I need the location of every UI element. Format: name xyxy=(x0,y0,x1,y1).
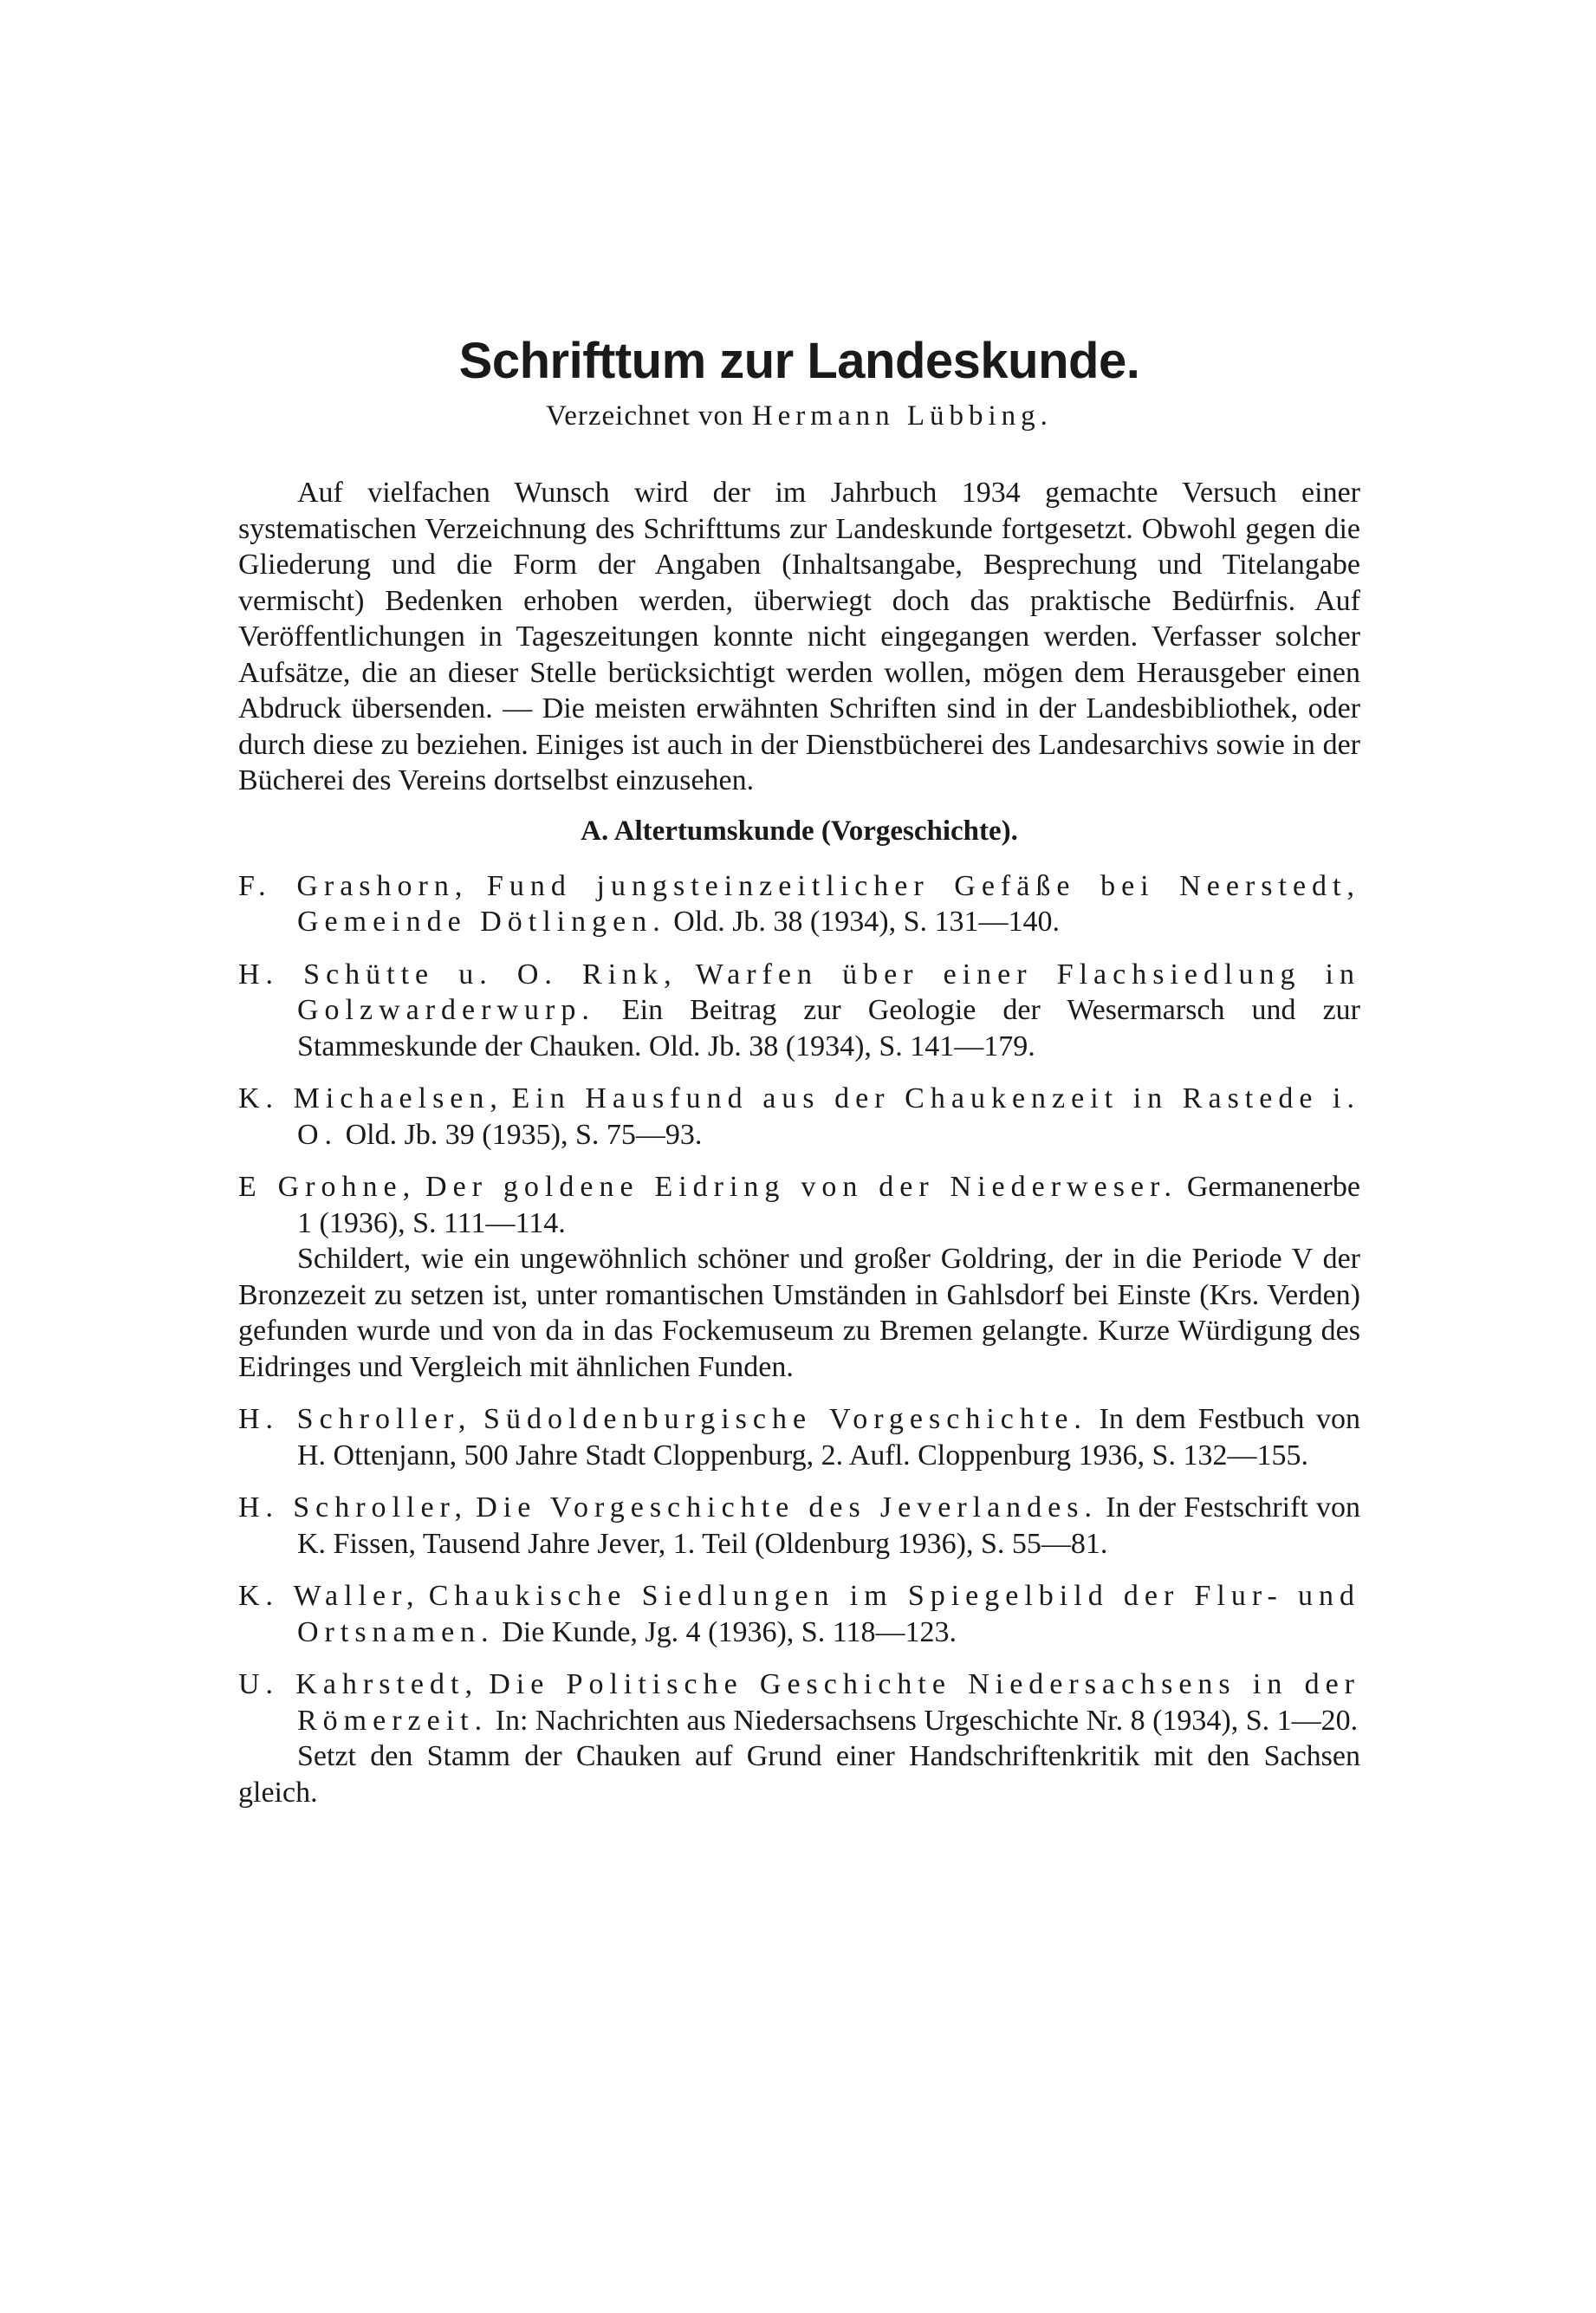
entry-author: E Grohne, xyxy=(238,1171,417,1203)
document-page xyxy=(238,329,1360,1827)
entry-citation xyxy=(238,1081,1360,1153)
byline-author: Hermann Lübbing. xyxy=(751,400,1053,432)
section-heading: A. Altertumskunde (Vorgeschichte). xyxy=(581,815,1018,847)
entry-author: K. Michaelsen, xyxy=(238,1082,503,1114)
entry-citation xyxy=(238,1667,1360,1738)
entry-citation xyxy=(238,1169,1360,1241)
entry-work-title: Fund jungsteinzeitlicher Gefäße bei Neerstedt, Gemeinde Dötlingen. xyxy=(297,869,1361,938)
entry-author: F. Grashorn, xyxy=(238,869,469,902)
bibliography-entry xyxy=(238,1578,1360,1650)
entry-details: Old. Jb. 38 (1934), S. 131—140. xyxy=(673,906,1060,938)
entry-author: K. Waller, xyxy=(238,1580,420,1612)
bibliography-entry xyxy=(238,868,1360,940)
entry-work-title: Die Politische Geschichte Niedersachsens in der Römerzeit. xyxy=(297,1668,1360,1737)
bibliography-entry xyxy=(238,957,1360,1065)
entry-details: In der Festschrift von K. Fissen, Tausend Jahre Jever, 1. Teil (Oldenburg 1936), S. 55—81. xyxy=(297,1491,1361,1560)
bibliography-entry xyxy=(238,1169,1360,1385)
entry-details: Germanenerbe 1 (1936), S. 111—114. xyxy=(297,1171,1360,1239)
entry-work-title: Südoldenburgische Vorgeschichte. xyxy=(483,1403,1087,1435)
entry-author: U. Kahrstedt, xyxy=(238,1668,478,1700)
entry-citation xyxy=(238,1578,1360,1650)
bibliography-entry xyxy=(238,1081,1360,1153)
entry-annotation: Setzt den Stamm der Chauken auf Grund einer Handschriftenkritik mit den Sachsen gleich. xyxy=(238,1740,1360,1809)
entry-citation xyxy=(238,957,1360,1065)
entry-work-title: Warfen über einer Flachsiedlung in Golzwarderwurp. xyxy=(297,958,1361,1026)
entry-details: In dem Festbuch von H. Ottenjann, 500 Jahre Stadt Cloppenburg, 2. Aufl. Cloppenburg 1936, S. 132—155. xyxy=(297,1403,1360,1472)
entry-details: Die Kunde, Jg. 4 (1936), S. 118—123. xyxy=(502,1615,957,1648)
entry-work-title: Chaukische Siedlungen im Spiegelbild der Flur- und Ortsnamen. xyxy=(297,1580,1361,1648)
entry-annotation: Schildert, wie ein ungewöhnlich schöner und großer Goldring, der in die Periode V der Bronzezeit zu setzen ist, unter romantischen Umständen in Gahlsdorf bei Einste (Krs. Verden) gefunden wurde und von da in das Fockemuseum zu Bremen gelangte. Kurze Würdigung des Eidringes und Vergleich mit ähnlichen Funden. xyxy=(238,1243,1360,1383)
bibliography-list xyxy=(238,868,1360,1811)
entry-work-title: Ein Hausfund aus der Chaukenzeit in Rastede i. O. xyxy=(297,1082,1360,1151)
entry-work-title: Der goldene Eidring von der Niederweser. xyxy=(425,1171,1178,1203)
bibliography-entry xyxy=(238,1490,1360,1562)
entry-details: Old. Jb. 39 (1935), S. 75—93. xyxy=(345,1118,703,1151)
byline-prefix: Verzeichnet von xyxy=(546,400,744,432)
entry-citation xyxy=(238,1401,1360,1473)
page-title: Schrifttum zur Landeskunde. xyxy=(458,333,1140,389)
entry-author: H. Schroller, xyxy=(238,1491,469,1524)
bibliography-entry xyxy=(238,1401,1360,1473)
byline xyxy=(238,397,1360,435)
entry-author: H. Schütte u. O. Rink, xyxy=(238,958,678,991)
bibliography-entry xyxy=(238,1667,1360,1810)
intro-paragraph: Auf vielfachen Wunsch wird der im Jahrbuch 1934 gemachte Versuch einer systematischen Verzeichnung des Schrifttums zur Landeskunde fortgesetzt. Obwohl gegen die Gliederung und die Form der Angaben (Inhaltsangabe, Besprechung und Titelangabe vermischt) Bedenken erhoben werden, überwiegt doch das praktische Bedürfnis. Auf Veröffentlichungen in Tageszeitungen konnte nicht eingegangen werden. Verfasser solcher Aufsätze, die an dieser Stelle berücksichtigt werden wollen, mögen dem Herausgeber einen Abdruck übersenden. — Die meisten erwähnten Schriften sind in der Landesbibliothek, oder durch diese zu beziehen. Einiges ist auch in der Dienstbücherei des Landesarchivs sowie in der Bücherei des Vereins dortselbst einzusehen. xyxy=(238,477,1360,796)
entry-details: Ein Beitrag zur Geologie der Wesermarsch und zur Stammeskunde der Chauken. Old. Jb. 38 (1934), S. 141—179. xyxy=(297,994,1361,1062)
entry-author: H. Schroller, xyxy=(238,1403,472,1435)
entry-details: In: Nachrichten aus Niedersachsens Urgeschichte Nr. 8 (1934), S. 1—20. xyxy=(495,1704,1359,1737)
entry-work-title: Die Vorgeschichte des Jeverlandes. xyxy=(476,1491,1099,1524)
entry-citation xyxy=(238,1490,1360,1562)
entry-citation xyxy=(238,868,1360,940)
